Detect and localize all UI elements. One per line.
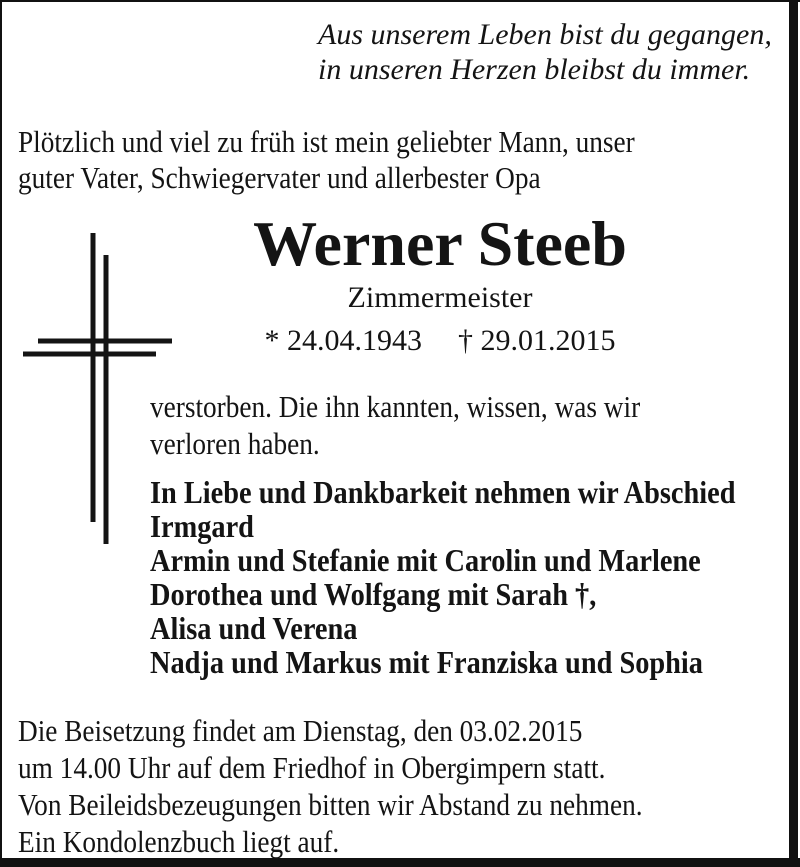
deceased-name: Werner Steeb — [253, 208, 627, 279]
mourners-block — [150, 476, 736, 680]
funeral-line-3: Von Beileidsbezeugungen bitten wir Abstand zu nehmen. — [18, 787, 643, 822]
epigraph — [318, 17, 772, 87]
frame-top-border — [0, 0, 800, 2]
mourners-heading: In Liebe und Dankbarkeit nehmen wir Abschied — [150, 475, 736, 510]
life-dates — [150, 324, 730, 358]
tribute-line-1: verstorben. Die ihn kannten, wissen, was wir — [150, 389, 641, 424]
birth-date: * 24.04.1943 — [264, 324, 422, 357]
tribute-line-2: verloren haben. — [150, 426, 320, 461]
funeral-line-2: um 14.00 Uhr auf dem Friedhof in Obergimpern statt. — [18, 750, 606, 785]
tribute-paragraph — [150, 388, 640, 462]
funeral-details — [18, 712, 643, 860]
funeral-line-1: Die Beisetzung findet am Dienstag, den 03.02.2015 — [18, 713, 583, 748]
death-date: † 29.01.2015 — [458, 324, 616, 357]
mourner-line: Dorothea und Wolfgang mit Sarah †, — [150, 577, 597, 612]
epigraph-line-2: in unseren Herzen bleibst du immer. — [318, 53, 751, 86]
funeral-line-4: Ein Kondolenzbuch liegt auf. — [18, 824, 340, 859]
mourner-line: Armin und Stefanie mit Carolin und Marlene — [150, 543, 701, 578]
intro-line-2: guter Vater, Schwiegervater und allerbester Opa — [18, 160, 541, 195]
mourner-line: Alisa und Verena — [150, 611, 358, 646]
mourner-line: Nadja und Markus mit Franziska und Sophia — [150, 645, 703, 680]
frame-right-border — [789, 0, 798, 867]
deceased-profession: Zimmermeister — [347, 281, 533, 314]
intro-paragraph — [18, 124, 635, 196]
frame-left-border — [0, 0, 2, 867]
mourner-line: Irmgard — [150, 509, 254, 544]
epigraph-line-1: Aus unserem Leben bist du gegangen, — [318, 18, 772, 51]
intro-line-1: Plötzlich und viel zu früh ist mein geliebter Mann, unser — [18, 124, 635, 159]
